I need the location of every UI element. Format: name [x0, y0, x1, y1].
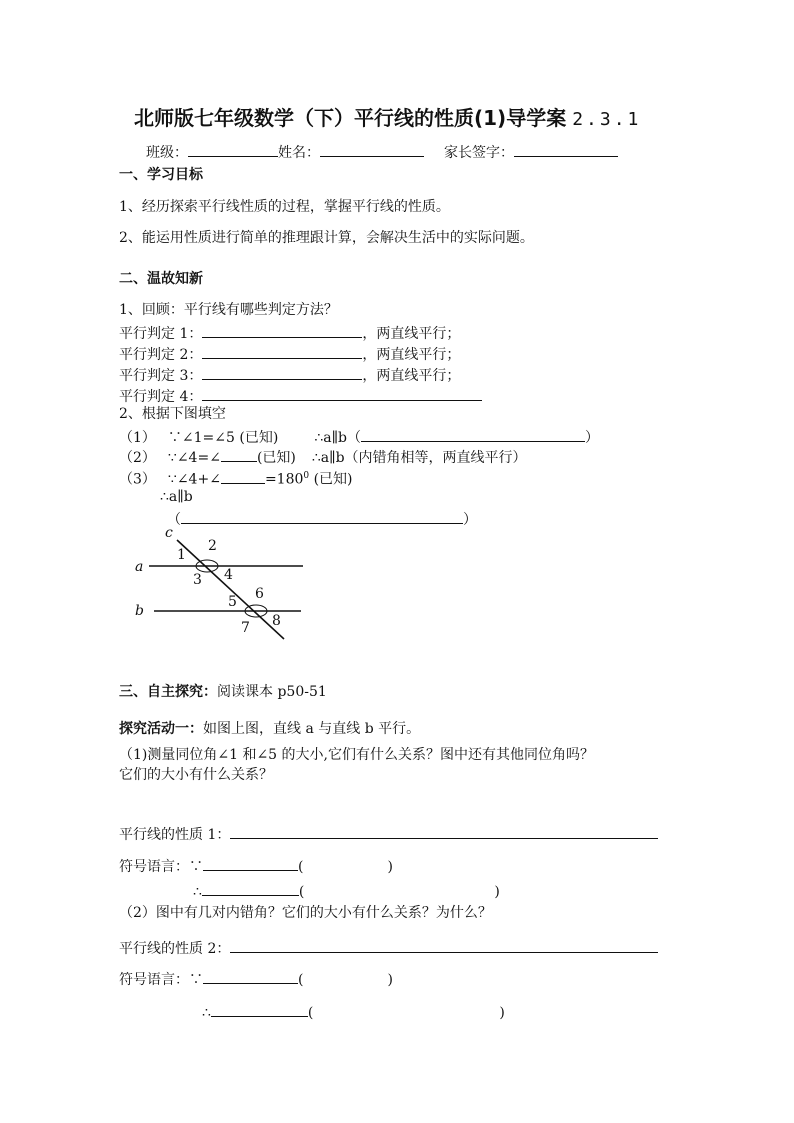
section-1-heading: 一、学习目标: [119, 167, 203, 183]
question-2: （2）图中有几对内错角？它们的大小有什么关系？为什么？: [119, 905, 492, 921]
criterion-2-label: 平行判定 2：: [119, 347, 203, 363]
criterion-1-label: 平行判定 1：: [119, 326, 203, 342]
title-number: 2.3.1: [572, 109, 642, 130]
symbol-2-therefore-open: (: [307, 1005, 314, 1021]
criterion-4-label: 平行判定 4：: [119, 389, 203, 405]
symbol-2-because-close: ): [387, 972, 393, 988]
angle-label-8: 8: [272, 613, 281, 629]
symbol-1-because-blank[interactable]: [203, 855, 298, 871]
label-b: b: [135, 603, 144, 619]
fill-1-close: ）: [585, 430, 599, 446]
name-label: 姓名：: [278, 145, 320, 161]
goal-2: 2、能运用性质进行简单的推理跟计算，会解决生活中的实际问题。: [119, 230, 534, 246]
section-3-heading: [119, 683, 327, 701]
question-1-line-2: 它们的大小有什么关系？: [119, 767, 273, 783]
symbol-1-therefore-close: ): [494, 884, 500, 900]
criterion-3-suffix: ，两直线平行；: [362, 368, 461, 384]
fill-2-conclusion: ∴a∥b（内错角相等，两直线平行）: [311, 450, 527, 466]
review-question: 1、回顾：平行线有哪些判定方法？: [119, 302, 338, 318]
goal-1: 1、经历探索平行线性质的过程，掌握平行线的性质。: [119, 199, 450, 215]
criterion-1-suffix: ，两直线平行；: [362, 326, 461, 342]
fill-3-given: ∵∠4+∠: [167, 471, 221, 488]
fill-2-number: （2）: [119, 450, 156, 466]
fill-2-given: ∵∠4=∠: [167, 450, 221, 466]
symbol-2-therefore-row: [202, 1001, 505, 1022]
fill-1-number: （1）: [119, 430, 156, 446]
fill-3-known: (已知): [309, 471, 353, 488]
fill-3-sum: =180: [264, 471, 304, 488]
symbol-2-because-open: (: [298, 972, 304, 988]
activity-1-label: 探究活动一：: [119, 721, 203, 737]
symbol-1-label: 符号语言：∵: [119, 859, 203, 875]
section-3-reading: 阅读课本 p50-51: [217, 684, 327, 700]
fill-3-degree: 0: [303, 471, 310, 481]
angle-label-2: 2: [208, 538, 217, 554]
transversal-c: [177, 540, 284, 639]
activity-1-row: [119, 720, 420, 738]
symbol-2-therefore-blank[interactable]: [211, 1001, 308, 1017]
symbol-1-therefore-row: [193, 880, 500, 901]
symbol-1-because-close: ): [387, 859, 393, 875]
parent-signature-label: 家长签字：: [444, 145, 514, 161]
fill-3-reason-close: ）: [463, 512, 477, 528]
section-3-title: 三、自主探究：: [119, 684, 217, 700]
property-2-blank[interactable]: [230, 937, 658, 953]
criterion-2-suffix: ，两直线平行；: [362, 347, 461, 363]
property-2-label: 平行线的性质 2：: [119, 941, 231, 957]
symbol-2-therefore-close: ): [499, 1005, 505, 1021]
symbol-1-because-open: (: [298, 859, 304, 875]
class-label: 班级：: [146, 145, 188, 161]
fill-1-conclusion: ∴a∥b（: [314, 430, 361, 446]
angle-label-6: 6: [255, 586, 264, 602]
fill-3-reason-open: （: [167, 512, 181, 528]
angle-label-7: 7: [241, 620, 250, 636]
label-a: a: [135, 559, 144, 575]
fill-3-therefore: ∴a∥b: [160, 489, 193, 505]
symbol-2-because-blank[interactable]: [203, 968, 298, 984]
title-text: 北师版七年级数学（下）平行线的性质(1)导学案: [134, 106, 567, 130]
angle-label-5: 5: [228, 594, 237, 610]
section-2-heading: 二、温故知新: [119, 271, 203, 287]
fill-1-given: ∵∠1=∠5 (已知): [167, 430, 279, 446]
fill-2-known: (已知): [256, 450, 296, 466]
criterion-3-label: 平行判定 3：: [119, 368, 203, 384]
symbol-1-therefore-blank[interactable]: [202, 880, 299, 896]
symbol-2-because-row: [119, 968, 393, 989]
property-1-label: 平行线的性质 1：: [119, 827, 231, 843]
symbol-1-because-row: [119, 855, 393, 876]
property-1-blank[interactable]: [230, 823, 658, 839]
property-1-row: [119, 823, 658, 844]
activity-1-text: 如图上图，直线 a 与直线 b 平行。: [203, 721, 421, 737]
angle-label-4: 4: [224, 567, 233, 583]
fill-3-number: （3）: [119, 471, 156, 488]
symbol-1-therefore-mark: ∴: [193, 884, 202, 900]
symbol-2-label: 符号语言：∵: [119, 972, 203, 988]
fill-instruction: 2、根据下图填空: [119, 406, 226, 422]
symbol-1-therefore-open: (: [298, 884, 305, 900]
symbol-2-therefore-mark: ∴: [202, 1005, 211, 1021]
angle-label-3: 3: [193, 572, 202, 588]
angle-label-1: 1: [177, 547, 186, 563]
label-c: c: [165, 525, 173, 541]
property-2-row: [119, 937, 658, 958]
question-1-line-1: （1)测量同位角∠1 和∠5 的大小,它们有什么关系？图中还有其他同位角吗？: [119, 747, 594, 763]
